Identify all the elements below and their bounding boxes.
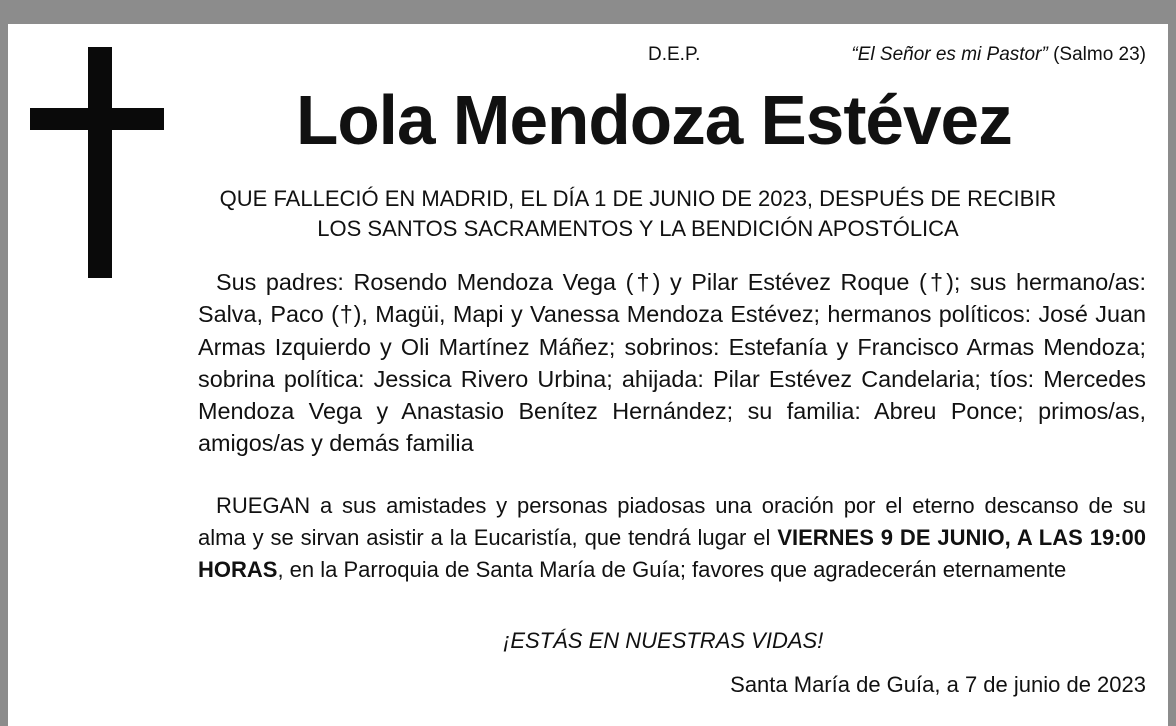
dep-label: D.E.P. [648, 44, 701, 65]
psalm-quote: “El Señor es mi Pastor” [851, 44, 1048, 65]
closing-phrase: ¡ESTÁS EN NUESTRAS VIDAS! [503, 628, 824, 653]
psalm-reference: (Salmo 23) [1053, 44, 1146, 65]
psalm-citation [851, 44, 1146, 66]
dateline: Santa María de Guía, a 7 de junio de 2023 [730, 672, 1146, 697]
obituary-notice [8, 24, 1168, 726]
death-statement-line-1: QUE FALLECIÓ EN MADRID, EL DÍA 1 DE JUNIO DE 2023, DESPUÉS DE RECIBIR [219, 186, 1057, 211]
mass-invitation-text: RUEGAN a sus amistades y personas piadosas una oración por el eterno descanso de su alma y se sirvan asistir a la Eucaristía, que tendrá lugar el [198, 493, 1146, 550]
cross-vertical-bar [88, 47, 112, 278]
cross-horizontal-bar [30, 108, 164, 130]
family-paragraph: Sus padres: Rosendo Mendoza Vega (†) y Pilar Estévez Roque (†); sus hermano/as: Salva, Paco (†), Magüi, Mapi y Vanessa Mendoza Estévez; hermanos políticos: José Juan Armas Izquierdo y Oli Martínez Máñez; sobrinos: Estefanía y Francisco Armas Mendoza; sobrina política: Jessica Rivero Urbina; ahijada: Pilar Estévez Candelaria; tíos: Mercedes Mendoza Vega y Anastasio Benítez Hernández; su familia: Abreu Ponce; primos/as, amigos/as y demás familia [198, 269, 1146, 457]
mass-location-text: , en la Parroquia de Santa María de Guía; favores que agradecerán eternamente [277, 557, 1067, 582]
mass-date-time: VIERNES 9 DE JUNIO, A LAS 19:00 HORAS [198, 525, 1146, 582]
deceased-name: Lola Mendoza Estévez [296, 81, 1012, 159]
mass-invitation-paragraph [198, 490, 1146, 586]
death-statement [168, 184, 1108, 244]
death-statement-line-2: LOS SANTOS SACRAMENTOS Y LA BENDICIÓN APOSTÓLICA [317, 216, 959, 241]
